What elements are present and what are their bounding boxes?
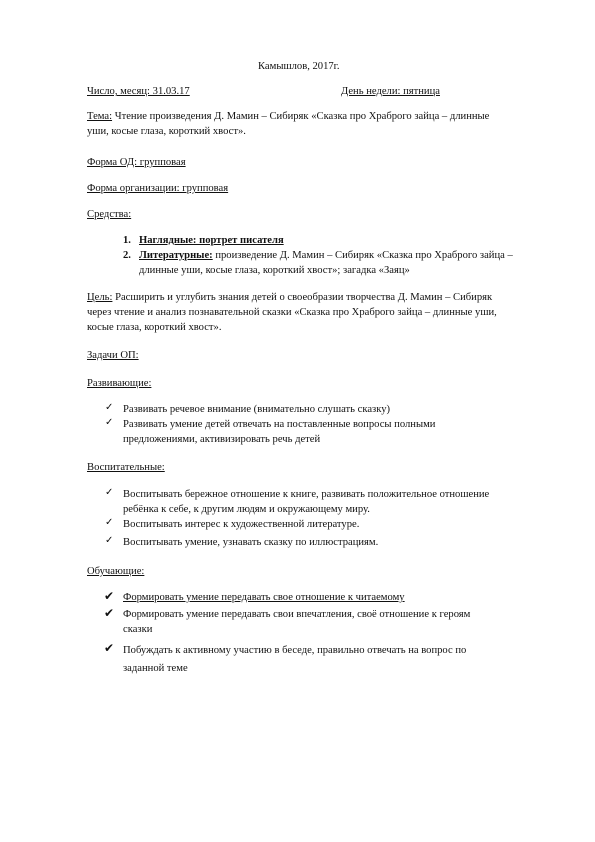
weekday-field: День недели: пятница [341,86,440,97]
check-icon: ✔ [104,589,115,603]
means-item-label: Наглядные: портрет писателя [139,235,284,246]
means-item-1 [123,233,284,248]
tasks-heading: Задачи ОП: [87,350,139,361]
means-heading: Средства: [87,209,132,220]
developing-heading: Развивающие: [87,378,152,389]
place-year: Камышлов, 2017г. [258,61,340,72]
means-item-2-cont: длинные уши, косые глаза, короткий хвост»; загадка «Заяц» [139,265,410,276]
goal-label: Цель: [87,292,113,303]
educational-heading: Воспитательные: [87,462,165,473]
topic-line-2: уши, косые глаза, короткий хвост». [87,126,246,137]
teaching-item-2: Формировать умение передавать свои впечатления, своё отношение к героям [123,609,471,620]
topic-line-1 [87,109,489,124]
teaching-heading: Обучающие: [87,566,145,577]
means-item-label: Литературные: [139,250,213,261]
goal-line-2: через чтение и анализ познавательной сказки «Сказка про Храброго зайца – длинные уши, [87,307,497,318]
topic-text: Чтение произведения Д. Мамин – Сибиряк «Сказка про Храброго зайца – длинные [112,111,490,122]
teaching-item-3-cont: заданной теме [123,663,188,674]
check-icon: ✔ [104,641,115,655]
educational-item-1: Воспитывать бережное отношение к книге, развивать положительное отношение [123,489,490,500]
date-field: Число, месяц: 31.03.17 [87,86,190,97]
developing-item-1: Развивать речевое внимание (внимательно слушать сказку) [123,404,391,415]
developing-item-2-cont: предложениями, активизировать речь детей [123,434,321,445]
goal-line-3: косые глаза, короткий хвост». [87,322,222,333]
developing-item-2: Развивать умение детей отвечать на поставленные вопросы полными [123,419,436,430]
list-number: 1. [123,235,131,246]
means-item-text: произведение Д. Мамин – Сибиряк «Сказка про Храброго зайца – [212,250,513,261]
form-od: Форма ОД: групповая [87,157,186,168]
educational-item-3: Воспитывать умение, узнавать сказку по иллюстрациям. [123,537,379,548]
check-icon: ✔ [104,606,115,620]
check-icon: ✓ [105,487,114,498]
check-icon: ✓ [105,535,114,546]
topic-label: Тема: [87,111,113,122]
check-icon: ✓ [105,402,114,413]
teaching-item-1: Формировать умение передавать свое отношение к читаемому [123,592,405,603]
check-icon: ✓ [105,517,114,528]
goal-text: Расширить и углубить знания детей о своеобразии творчества Д. Мамин – Сибиряк [112,292,493,303]
teaching-item-3: Побуждать к активному участию в беседе, правильно отвечать на вопрос по [123,645,467,656]
educational-item-2: Воспитывать интерес к художественной литературе. [123,519,360,530]
educational-item-1-cont: ребёнка к себе, к другим людям и окружающему миру. [123,504,370,515]
list-number: 2. [123,250,131,261]
means-item-2 [123,248,513,263]
goal-line-1 [87,290,492,305]
check-icon: ✓ [105,417,114,428]
teaching-item-2-cont: сказки [123,624,153,635]
form-organization: Форма организации: групповая [87,183,229,194]
